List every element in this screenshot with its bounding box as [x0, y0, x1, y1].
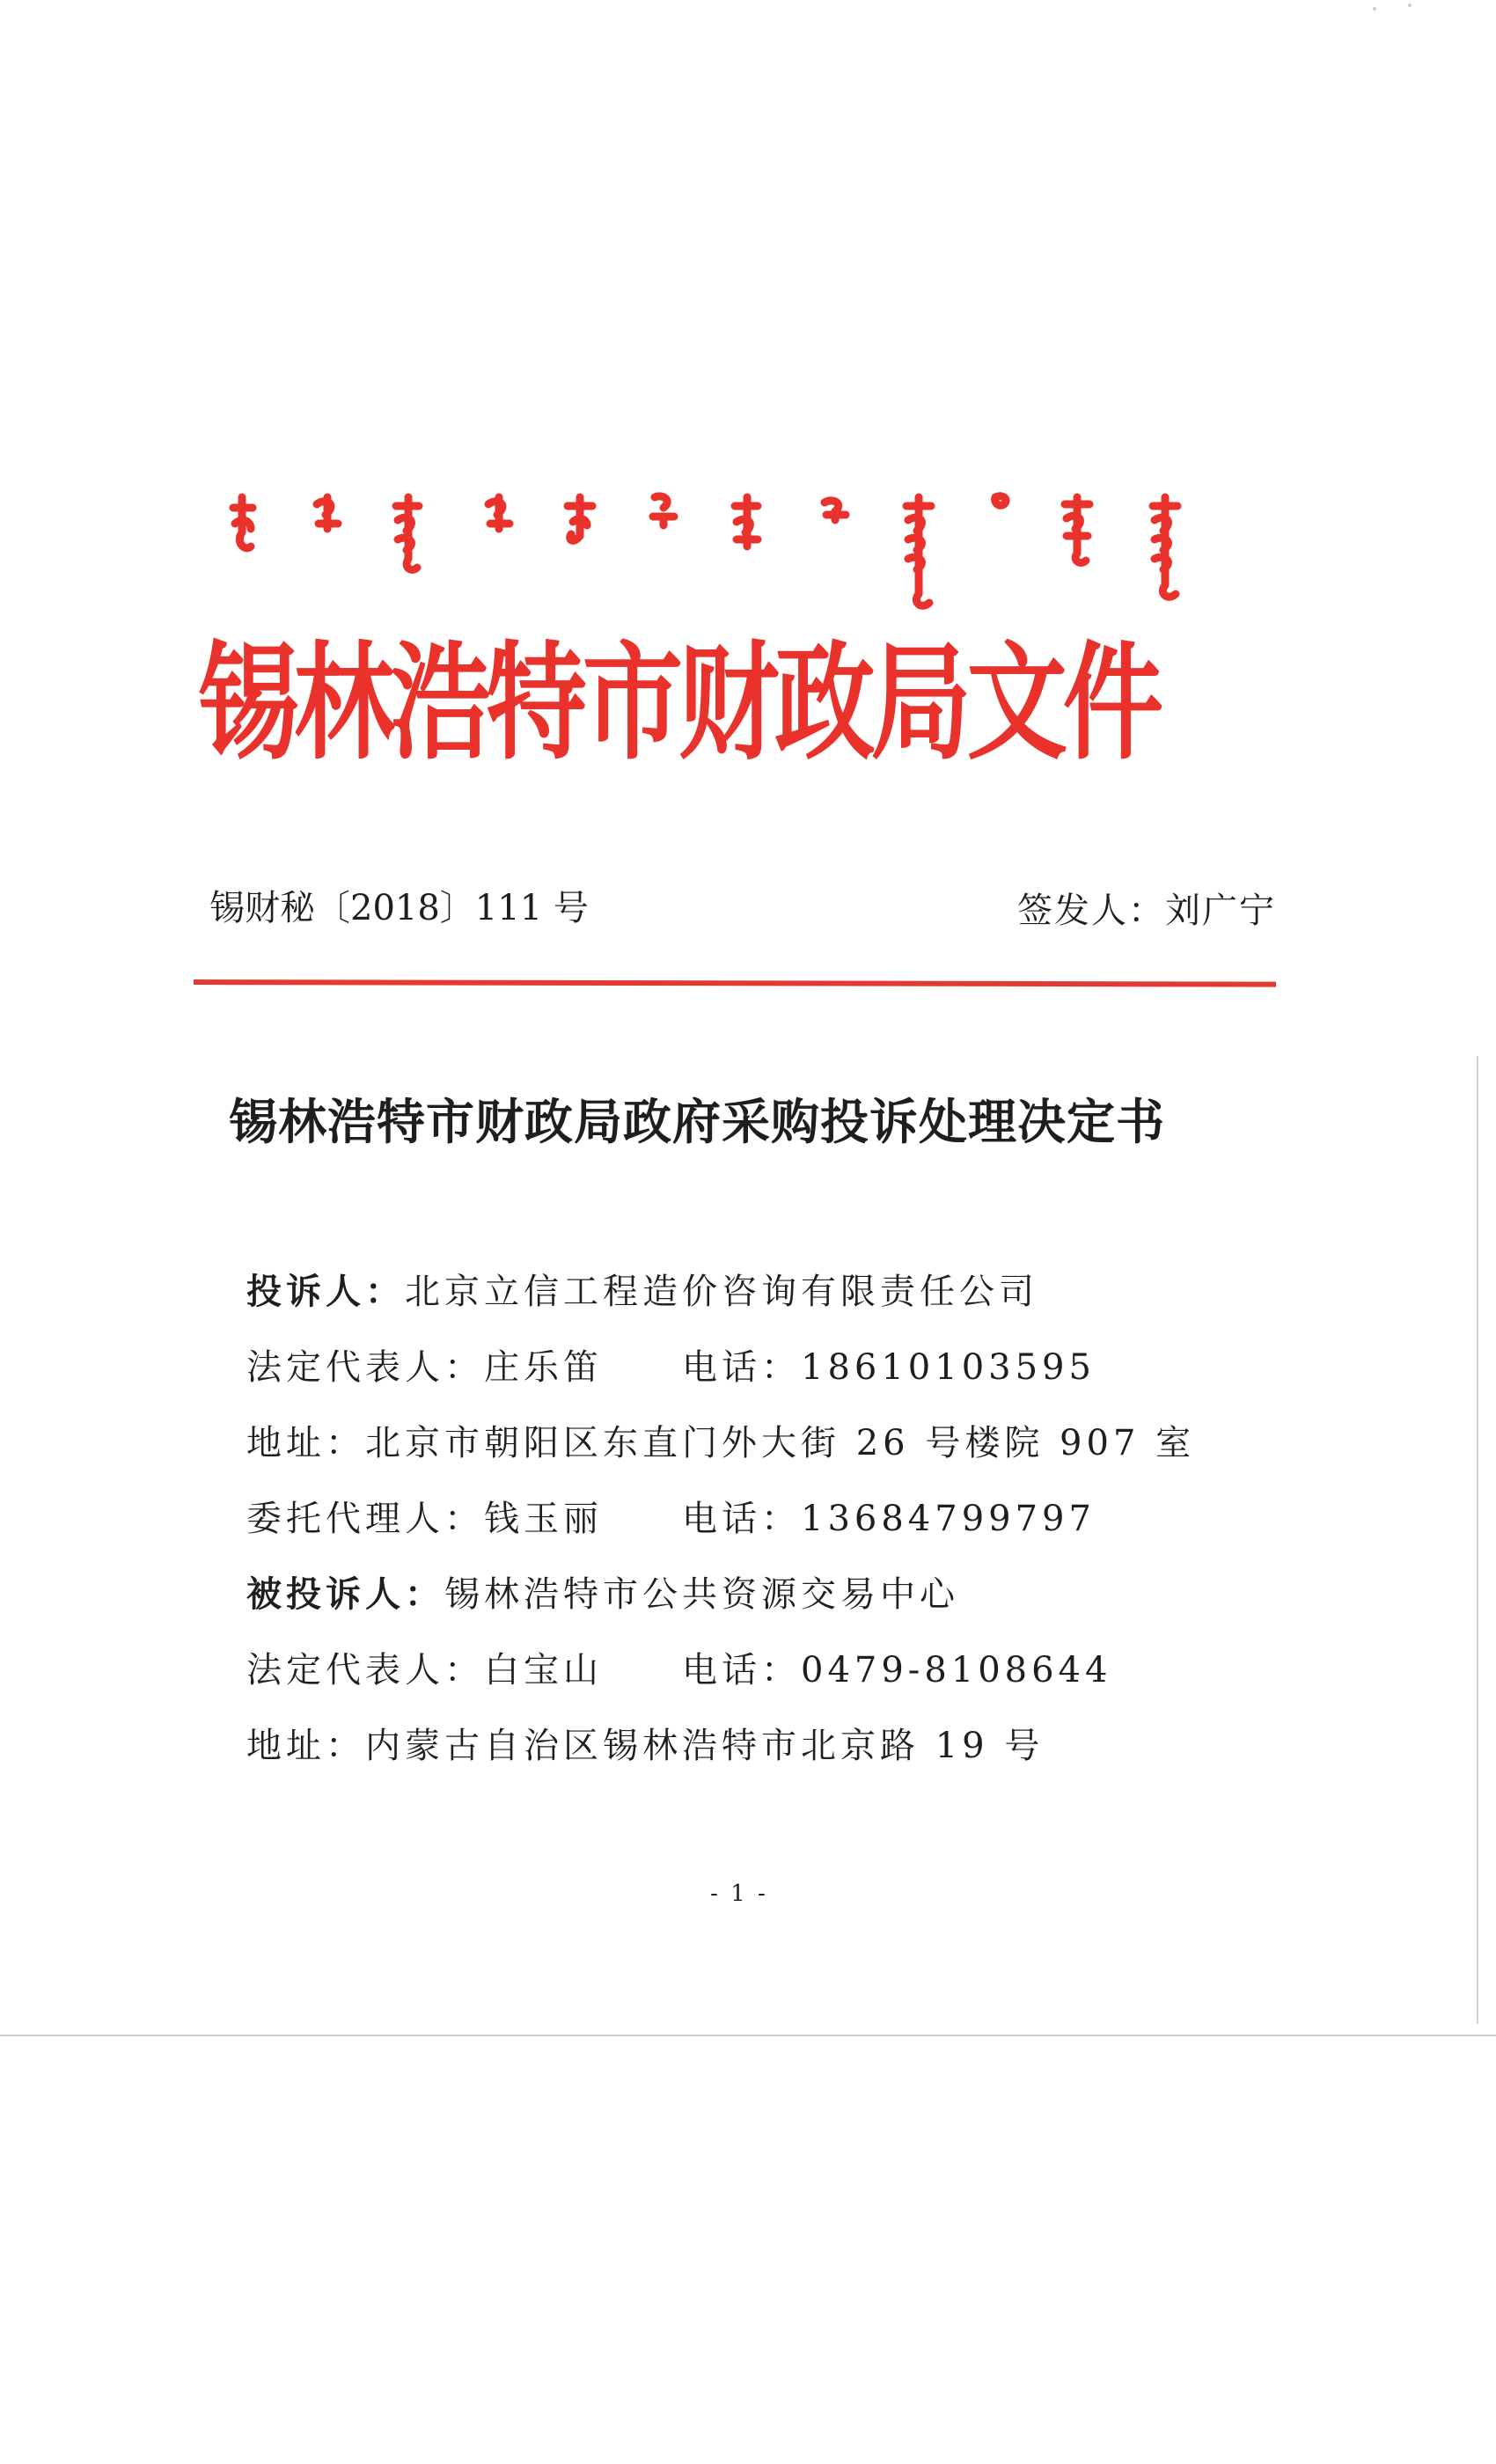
address-value: 北京市朝阳区东直门外大街 26 号楼院 907 室	[365, 1423, 1196, 1463]
mongolian-word-3	[396, 497, 419, 569]
mongolian-script-title	[216, 480, 1228, 620]
complainant-name: 北京立信工程造价咨询有限责任公司	[405, 1272, 1038, 1312]
respondent-label: 被投诉人：	[246, 1573, 444, 1615]
issuer-line	[1017, 884, 1276, 937]
respondent-line	[246, 1557, 1302, 1632]
agent-label: 委托代理人：	[246, 1499, 484, 1539]
address-label: 地址：	[246, 1726, 365, 1766]
phone-label: 电话：	[682, 1499, 801, 1539]
mongolian-word-1	[233, 497, 253, 548]
mongolian-word-11	[1065, 497, 1089, 562]
mongolian-word-8	[825, 501, 846, 520]
complainant-address-line	[246, 1405, 1302, 1481]
phone-field	[682, 1632, 1111, 1708]
legal-rep-name: 白宝山	[484, 1650, 603, 1690]
address-label: 地址：	[246, 1423, 365, 1463]
phone-label: 电话：	[682, 1650, 801, 1690]
document-number: 锡财秘〔2018〕111 号	[209, 888, 589, 928]
mongolian-word-10	[995, 496, 1006, 506]
red-divider-rule	[194, 979, 1276, 987]
phone-label: 电话：	[682, 1347, 801, 1388]
complainant-legal-rep-line	[246, 1330, 1302, 1405]
mongolian-word-12	[1153, 497, 1177, 597]
legal-rep-label: 法定代表人：	[246, 1650, 484, 1690]
scan-artifact	[1408, 4, 1412, 7]
respondent-address-line	[246, 1708, 1302, 1784]
mongolian-word-9	[906, 497, 931, 605]
respondent-legal-rep-line	[246, 1632, 1302, 1708]
respondent-name: 锡林浩特市公共资源交易中心	[444, 1574, 959, 1615]
parties-section	[246, 1254, 1302, 1784]
complainant-agent-line	[246, 1481, 1302, 1557]
agent-phone-field	[682, 1481, 1096, 1557]
issuer-name: 刘广宁	[1165, 891, 1276, 931]
address-value: 内蒙古自治区锡林浩特市北京路 19 号	[365, 1726, 1045, 1766]
mongolian-word-2	[317, 497, 338, 529]
mongolian-word-7	[735, 497, 758, 546]
complainant-label: 投诉人：	[246, 1271, 405, 1312]
scan-artifact	[1373, 7, 1376, 11]
mongolian-word-4	[488, 497, 510, 529]
legal-rep-label: 法定代表人：	[246, 1347, 484, 1388]
legal-rep-name: 庄乐笛	[484, 1347, 603, 1388]
complainant-line	[246, 1254, 1302, 1330]
document-title: 锡林浩特市财政局政府采购投诉处理决定书	[229, 1093, 1166, 1150]
mongolian-word-6	[653, 496, 674, 525]
agency-masthead: 锡林浩特市财政局文件	[198, 630, 1159, 778]
page-edge-shadow	[1477, 1056, 1478, 2024]
phone-value: 18610103595	[801, 1347, 1096, 1388]
agent-name: 钱玉丽	[484, 1499, 603, 1539]
mongolian-script-graphic	[216, 480, 1228, 620]
issuer-label: 签发人：	[1017, 891, 1165, 931]
phone-value: 13684799797	[801, 1499, 1096, 1539]
mongolian-word-5	[568, 497, 592, 540]
page-number: - 1 -	[710, 1881, 768, 1907]
phone-field	[682, 1330, 1096, 1405]
phone-value: 0479-8108644	[801, 1650, 1112, 1690]
